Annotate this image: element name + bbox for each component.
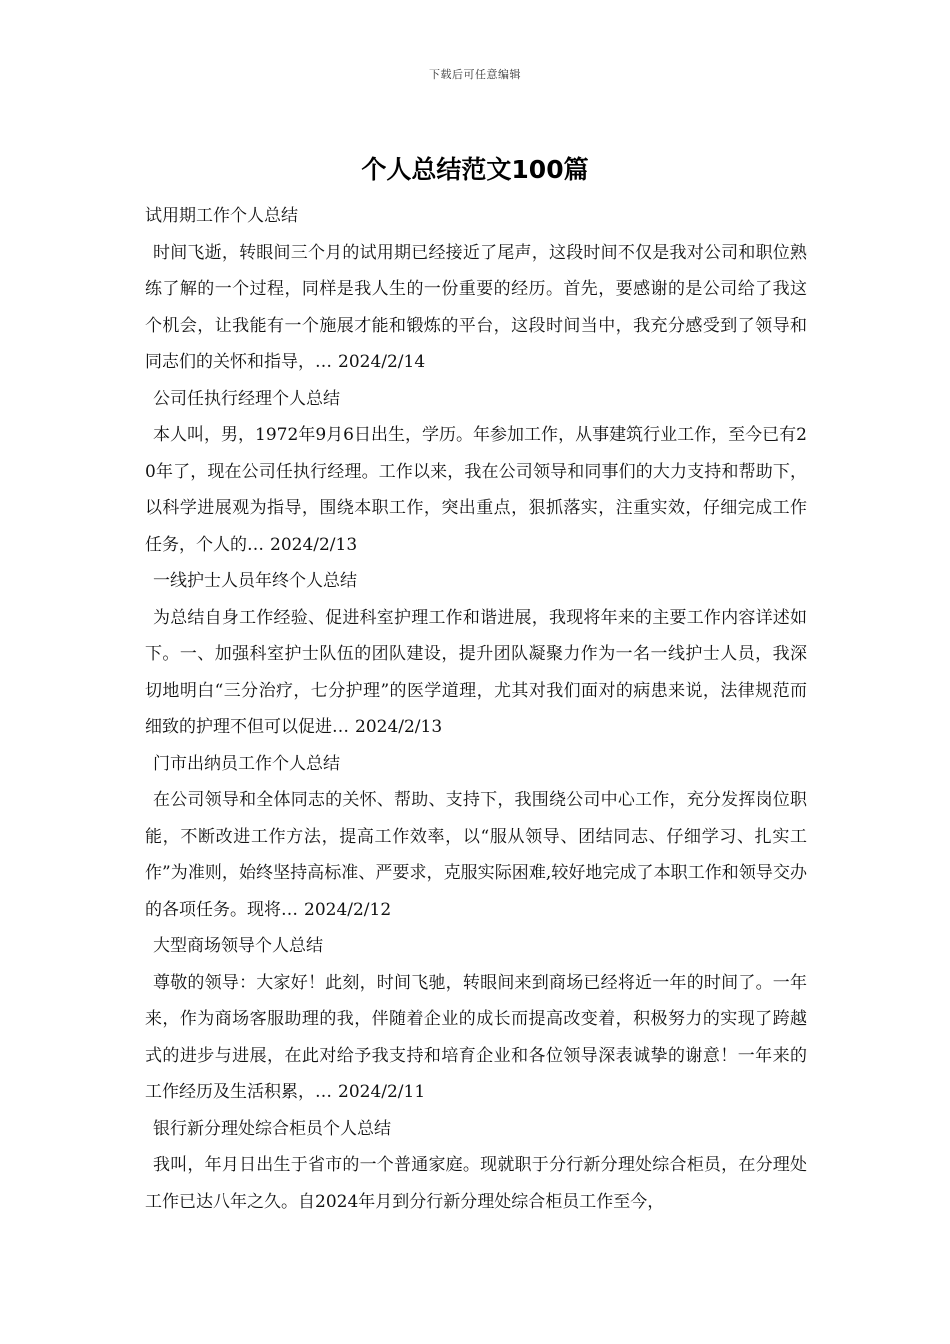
article-summary-text: 为总结自身工作经验、促进科室护理工作和谐进展，我现将年来的主要工作内容详述如下。一、加强科室护士队伍的团队建设，提升团队凝聚力作为一名一线护士人员，我深切地明白“三分治疗，七分护理”的医学道理，尤其对我们面对的病患来说，法律规范而细致的护理不但可以促进… <box>145 607 807 737</box>
article-summary-text: 在公司领导和全体同志的关怀、帮助、支持下，我围绕公司中心工作，充分发挥岗位职能，不断改进工作方法，提高工作效率，以“服从领导、团结同志、仔细学习、扎实工作”为准则，始终坚持高标准、严要求，克服实际困难,较好地完成了本职工作和领导交办的各项任务。现将… <box>145 790 807 920</box>
document-title: 个人总结范文100篇 <box>361 155 589 184</box>
article-date: 2024/2/12 <box>304 899 392 920</box>
article-summary-text: 尊敬的领导：大家好！此刻，时间飞驰，转眼间来到商场已经将近一年的时间了。一年来，作为商场客服助理的我，伴随着企业的成长而提高改变着，积极努力的实现了跨越式的进步与进展，在此对给予我支持和培育企业和各位领导深表诚挚的谢意！一年来的工作经历及生活积累，… <box>145 972 807 1102</box>
article-title: 门市出纳员工作个人总结 <box>153 753 340 774</box>
article-entry <box>145 381 807 564</box>
article-date: 2024/2/11 <box>338 1082 426 1102</box>
article-summary <box>145 235 807 381</box>
article-summary <box>145 1147 807 1220</box>
article-date: 2024/2/13 <box>355 717 443 737</box>
article-summary <box>145 965 807 1111</box>
article-summary-text: 我叫，年月日出生于省市的一个普通家庭。现就职于分行新分理处综合柜员，在分理处工作已达八年之久。自2024年月到分行新分理处综合柜员工作至今， <box>145 1155 807 1212</box>
article-summary-text: 时间飞逝，转眼间三个月的试用期已经接近了尾声，这段时间不仅是我对公司和职位熟练了解的一个过程，同样是我人生的一份重要的经历。首先，要感谢的是公司给了我这个机会，让我能有一个施展才能和锻炼的平台，这段时间当中，我充分感受到了领导和同志们的关怀和指导，… <box>145 242 807 372</box>
article-entry <box>145 198 807 381</box>
article-summary <box>145 782 807 928</box>
article-summary-text: 本人叫，男，1972年9月6日出生，学历。年参加工作，从事建筑行业工作，至今已有20年了，现在公司任执行经理。工作以来，我在公司领导和同事们的大力支持和帮助下，以科学进展观为指导，围绕本职工作，突出重点，狠抓落实，注重实效，仔细完成工作任务，个人的… <box>145 425 807 555</box>
page-header-note: 下载后可任意编辑 <box>429 68 521 81</box>
article-title: 公司任执行经理个人总结 <box>153 388 340 409</box>
article-title: 一线护士人员年终个人总结 <box>153 571 357 591</box>
article-title: 银行新分理处综合柜员个人总结 <box>153 1118 391 1139</box>
article-entry <box>145 746 807 929</box>
document-body <box>145 198 807 1220</box>
article-date: 2024/2/13 <box>270 534 358 555</box>
article-summary <box>145 417 807 563</box>
article-entry <box>145 928 807 1111</box>
article-date: 2024/2/14 <box>338 352 426 372</box>
article-title: 大型商场领导个人总结 <box>153 936 323 956</box>
article-title: 试用期工作个人总结 <box>145 206 298 226</box>
article-entry <box>145 563 807 746</box>
article-entry <box>145 1111 807 1221</box>
article-summary <box>145 600 807 746</box>
